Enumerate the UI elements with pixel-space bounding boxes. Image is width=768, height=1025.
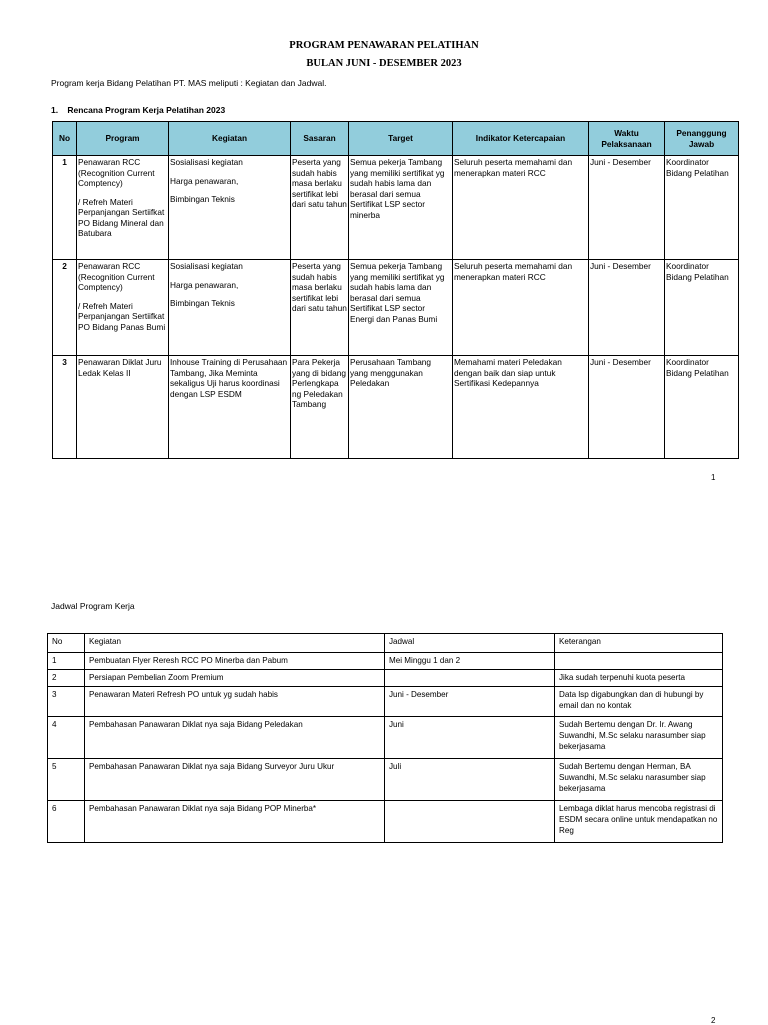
row-no: 3 (48, 687, 85, 717)
table-row (53, 260, 739, 356)
row-no: 1 (48, 653, 85, 670)
section-title: Rencana Program Kerja Pelatihan 2023 (67, 105, 226, 115)
row-keterangan: Sudah Bertemu dengan Dr. Ir. Awang Suwandhi, M.Sc selaku narasumber siap bekerjasama (555, 717, 723, 759)
row-jadwal: Juni (385, 717, 555, 759)
program-detail: / Refreh Materi Perpanjangan Sertiifkat PO Bidang Panas Bumi (78, 300, 166, 332)
row-sasaran: Peserta yang sudah habis masa berlaku sertifikat lebi dari satu tahun (291, 260, 349, 356)
row-program (77, 260, 169, 356)
header-kegiatan: Kegiatan (85, 634, 385, 653)
program-detail: / Refreh Materi Perpanjangan Sertiifkat PO Bidang Mineral dan Batubara (78, 196, 165, 238)
header-target: Target (349, 122, 453, 156)
table-row (53, 156, 739, 260)
row-kegiatan: Pembahasan Panawaran Diklat nya saja Bidang Surveyor Juru Ukur (85, 759, 385, 801)
row-kegiatan: Pembahasan Panawaran Diklat nya saja Bidang Peledakan (85, 717, 385, 759)
row-kegiatan (169, 260, 291, 356)
table-row (48, 653, 723, 670)
row-kegiatan: Pembahasan Panawaran Diklat nya saja Bidang POP Minerba* (85, 801, 385, 843)
table-row (48, 687, 723, 717)
row-keterangan: Jika sudah terpenuhi kuota peserta (555, 670, 723, 687)
document-subtitle: BULAN JUNI - DESEMBER 2023 (306, 58, 462, 69)
program-name: Penawaran RCC (Recognition Current Comptency) (78, 261, 155, 292)
row-target: Semua pekerja Tambang yang memiliki sertifikat yg sudah habis lama dan berasal dari semua Sertifikat LSP sector minerba (349, 156, 453, 260)
table-row (48, 717, 723, 759)
row-keterangan: Lembaga diklat harus mencoba registrasi di ESDM secara online untuk mendapatkan no Reg (555, 801, 723, 843)
row-keterangan: Data lsp digabungkan dan di hubungi by email dan no kontak (555, 687, 723, 717)
row-kegiatan: Pembuatan Flyer Reresh RCC PO Minerba dan Pabum (85, 653, 385, 670)
kegiatan-item: Harga penawaran, (170, 175, 239, 186)
table-row (53, 356, 739, 459)
table-row (48, 670, 723, 687)
program-name: Penawaran Diklat Juru Ledak Kelas II (78, 357, 162, 378)
program-table (52, 121, 739, 459)
program-table-header (53, 122, 739, 156)
section-number: 1. (51, 105, 59, 115)
row-waktu: Juni - Desember (589, 356, 665, 459)
header-indikator: Indikator Ketercapaian (453, 122, 589, 156)
row-sasaran: Para Pekerja yang di bidang Perlengkapa ng Peledakan Tambang (291, 356, 349, 459)
kegiatan-item: Bimbingan Teknis (170, 194, 235, 204)
row-jadwal: Juli (385, 759, 555, 801)
kegiatan-item: Bimbingan Teknis (170, 298, 235, 308)
kegiatan-item: Sosialisasi kegiatan (170, 157, 243, 167)
kegiatan-item: Sosialisasi kegiatan (170, 261, 243, 271)
schedule-table-header (48, 634, 723, 653)
schedule-table (47, 633, 723, 843)
row-no: 2 (48, 670, 85, 687)
row-no: 3 (53, 356, 77, 459)
header-waktu: Waktu Pelaksanaan (589, 122, 665, 156)
row-keterangan (555, 653, 723, 670)
row-sasaran: Peserta yang sudah habis masa berlaku sertifikat lebi dari satu tahun (291, 156, 349, 260)
header-kegiatan: Kegiatan (169, 122, 291, 156)
row-waktu: Juni - Desember (589, 156, 665, 260)
row-kegiatan: Penawaran Materi Refresh PO untuk yg sudah habis (85, 687, 385, 717)
header-no: No (48, 634, 85, 653)
row-no: 5 (48, 759, 85, 801)
row-kegiatan: Persiapan Pembelian Zoom Premium (85, 670, 385, 687)
header-jadwal: Jadwal (385, 634, 555, 653)
header-program: Program (77, 122, 169, 156)
program-name: Penawaran RCC (Recognition Current Comptency) (78, 157, 155, 188)
row-no: 4 (48, 717, 85, 759)
row-no: 1 (53, 156, 77, 260)
header-penanggung-jawab: Penanggung Jawab (665, 122, 739, 156)
row-jadwal: Juni - Desember (385, 687, 555, 717)
row-jadwal (385, 801, 555, 843)
kegiatan-item: Harga penawaran, (170, 279, 239, 290)
row-waktu: Juni - Desember (589, 260, 665, 356)
row-indikator: Seluruh peserta memahami dan menerapkan materi RCC (453, 156, 589, 260)
row-no: 6 (48, 801, 85, 843)
row-program (77, 156, 169, 260)
table-row (48, 759, 723, 801)
row-penanggung-jawab: Koordinator Bidang Pelatihan (665, 156, 739, 260)
row-jadwal (385, 670, 555, 687)
document-title: PROGRAM PENAWARAN PELATIHAN (289, 40, 479, 51)
header-keterangan: Keterangan (555, 634, 723, 653)
section-heading (51, 105, 225, 115)
row-kegiatan (169, 156, 291, 260)
intro-text: Program kerja Bidang Pelatihan PT. MAS meliputi : Kegiatan dan Jadwal. (51, 78, 327, 88)
row-target: Perusahaan Tambang yang menggunakan Peledakan (349, 356, 453, 459)
header-sasaran: Sasaran (291, 122, 349, 156)
row-indikator: Seluruh peserta memahami dan menerapkan materi RCC (453, 260, 589, 356)
row-program (77, 356, 169, 459)
page-number: 2 (711, 1016, 716, 1025)
row-keterangan: Sudah Bertemu dengan Herman, BA Suwandhi, M.Sc selaku narasumber siap bekerjasama (555, 759, 723, 801)
row-indikator: Memahami materi Peledakan dengan baik dan siap untuk Sertifikasi Kedepannya (453, 356, 589, 459)
row-no: 2 (53, 260, 77, 356)
schedule-title: Jadwal Program Kerja (51, 601, 135, 611)
header-no: No (53, 122, 77, 156)
table-row (48, 801, 723, 843)
row-penanggung-jawab: Koordinator Bidang Pelatihan (665, 260, 739, 356)
page-number: 1 (711, 473, 716, 482)
kegiatan-item: Inhouse Training di Perusahaan Tambang, Jika Meminta sekaligus Uji harus koordinasi dengan LSP ESDM (170, 357, 288, 399)
row-jadwal: Mei Minggu 1 dan 2 (385, 653, 555, 670)
row-penanggung-jawab: Koordinator Bidang Pelatihan (665, 356, 739, 459)
row-target: Semua pekerja Tambang yang memiliki sertifikat yg sudah habis lama dan berasal dari semua Sertifikat LSP sector Energi dan Panas Bumi (349, 260, 453, 356)
row-kegiatan (169, 356, 291, 459)
